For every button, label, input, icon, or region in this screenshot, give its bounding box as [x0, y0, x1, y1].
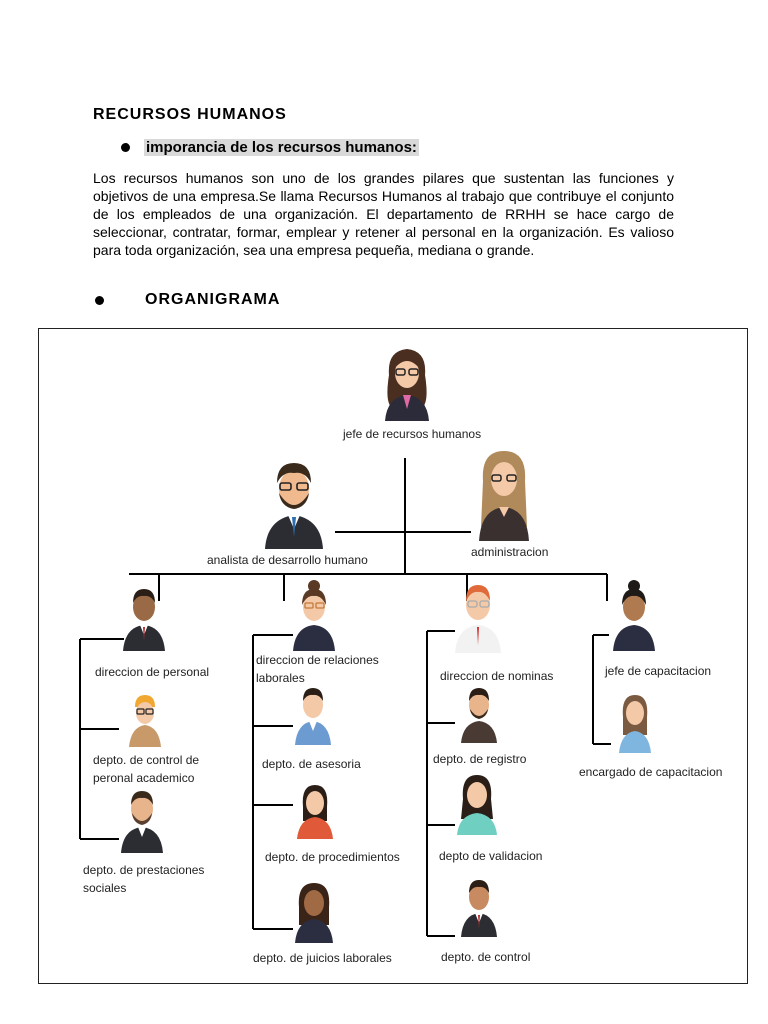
- intro-paragraph: Los recursos humanos son uno de los grandes pilares que sustentan las funciones y objetivos de una empresa.Se llama Recursos Humanos al trabajo que contribuye el conjunto de los empleados de una organización. El departamento de RRHH se hace cargo de seleccionar, contratar, formar, emplear y retener al personal en la organización. Es valioso para toda organización, sea una empresa pequeña, mediana o grande.: [93, 170, 674, 258]
- section-title: ORGANIGRAMA: [145, 291, 281, 308]
- org-label: jefe de capacitacion: [605, 664, 712, 678]
- woman-avatar-icon: [475, 447, 533, 541]
- org-label-jefe: jefe de recursos humanos: [343, 427, 482, 441]
- woman-avatar-icon: [617, 693, 653, 753]
- org-label: direccion de personal: [95, 665, 210, 679]
- man-avatar-icon: [459, 877, 499, 937]
- man-avatar-icon: [121, 585, 167, 651]
- woman-avatar-icon: [455, 773, 499, 835]
- org-label-administracion: administracion: [471, 545, 549, 559]
- org-label: depto de validacion: [439, 849, 543, 863]
- woman-avatar-icon: [611, 579, 657, 651]
- woman-avatar-icon: [293, 881, 335, 943]
- org-chart: [38, 328, 748, 984]
- man-avatar-icon: [261, 457, 327, 549]
- man-avatar-icon: [459, 685, 499, 743]
- org-label: encargado de capacitacion: [579, 765, 723, 779]
- man-avatar-icon: [127, 693, 163, 747]
- subheading: imporancia de los recursos humanos:: [146, 139, 417, 156]
- org-label: depto. de asesoria: [262, 757, 361, 771]
- org-label: depto. de prestaciones sociales: [83, 863, 205, 895]
- org-label-analista: analista de desarrollo humano: [207, 553, 368, 567]
- woman-avatar-icon: [379, 345, 435, 421]
- woman-avatar-icon: [295, 783, 335, 839]
- bullet-icon: [121, 143, 130, 152]
- org-label: depto. de registro: [433, 752, 527, 766]
- man-avatar-icon: [119, 787, 165, 853]
- man-avatar-icon: [453, 579, 503, 653]
- org-label: depto. de procedimientos: [265, 850, 400, 864]
- page-heading: RECURSOS HUMANOS: [93, 106, 287, 123]
- man-avatar-icon: [293, 685, 333, 745]
- org-label: depto. de juicios laborales: [253, 951, 392, 965]
- org-label: direccion de nominas: [440, 669, 554, 683]
- org-label: depto. de control: [441, 950, 531, 964]
- org-label: depto. de control de peronal academico: [93, 753, 200, 785]
- bullet-icon: [95, 296, 104, 305]
- org-label: direccion de relaciones laborales: [256, 653, 379, 685]
- woman-avatar-icon: [291, 579, 337, 651]
